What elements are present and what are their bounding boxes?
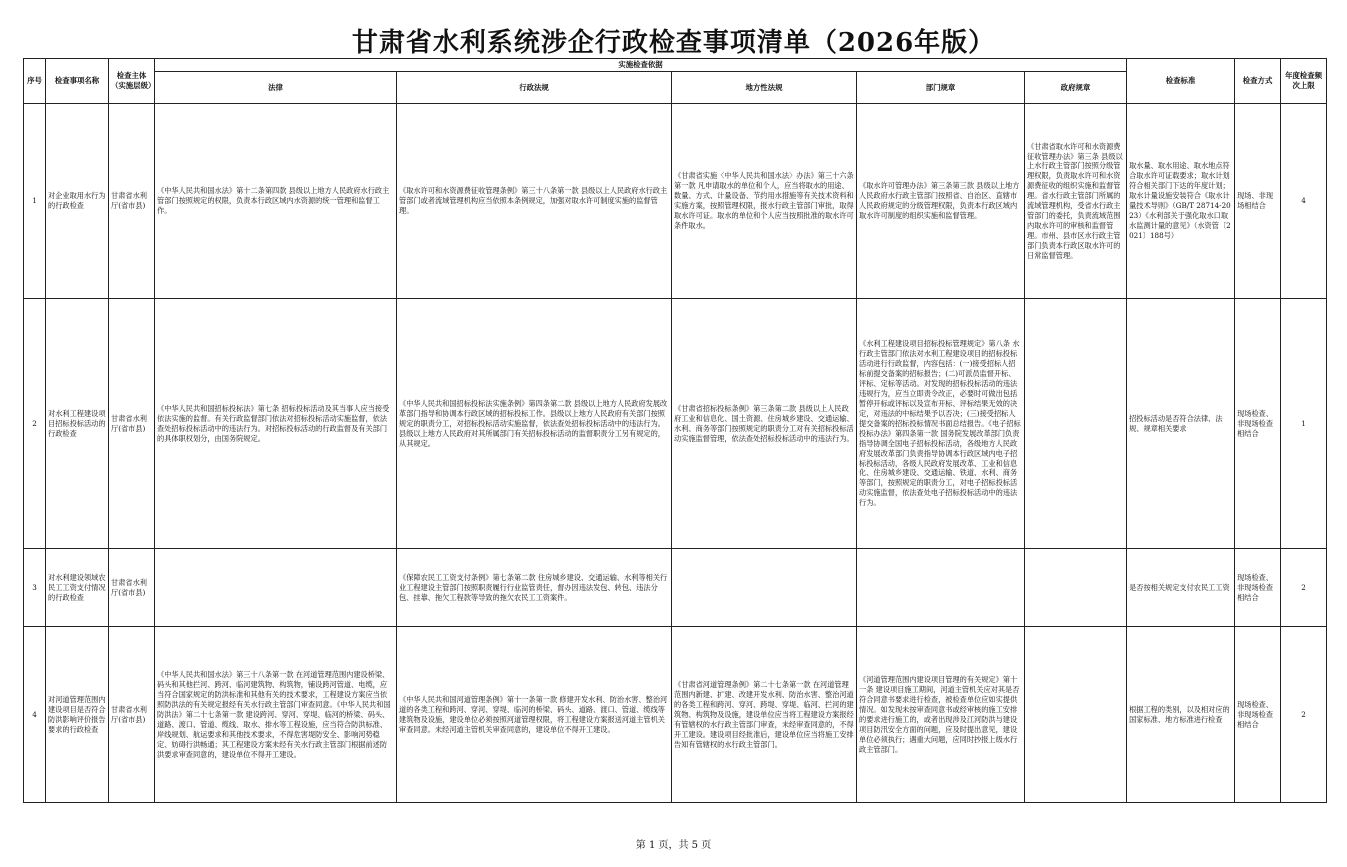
cell-item: 对水利工程建设项目招标投标活动的行政检查: [46, 299, 109, 549]
cell-local-reg: 《甘肃省实施〈中华人民共和国水法〉办法》第三十六条第一款 凡申请取水的单位和个人，应当将取水的用途、数量、方式、计量设备、节约用水措施等有关技术资料和实施方案，按照管理权限，报水行政主管部门审批，取得取水许可证。取水的单位和个人应当按照批准的取水许可条件取水。: [672, 104, 857, 299]
cell-item: 对河道管理范围内建设项目是否符合防洪影响评价报告要求的行政检查: [46, 627, 109, 803]
cell-gov-rule: [1025, 627, 1127, 803]
cell-item: 对水利建设领域农民工工资支付情况的行政检查: [46, 549, 109, 627]
cell-seq: 4: [24, 627, 46, 803]
cell-subject: 甘肃省水利厅(省市县): [109, 299, 155, 549]
cell-subject: 甘肃省水利厅(省市县): [109, 627, 155, 803]
cell-seq: 2: [24, 299, 46, 549]
cell-law: 《中华人民共和国水法》第十二条第四款 县级以上地方人民政府水行政主管部门按照规定的权限，负责本行政区域内水资源的统一管理和监督工作。: [155, 104, 397, 299]
table-row: [24, 549, 1327, 627]
header-gov-rule: 政府规章: [1025, 72, 1127, 104]
inspection-table: [23, 58, 1327, 803]
cell-subject: 甘肃省水利厅(省市县): [109, 104, 155, 299]
header-basis: 实施检查依据: [155, 59, 1127, 72]
cell-dept-rule: 《水利工程建设项目招标投标管理规定》第八条 水行政主管部门依法对水利工程建设项目的招标投标活动进行行政监督，内容包括：(一)接受招标人招标前提交备案的招标报告；(二)可派员监督开标、评标、定标等活动。对发现的招标投标活动的违法违规行为，应当立即责令改正，必要时可做出包括暂停开标或评标以及宣布开标、评标结果无效的决定，对违法的中标结果予以否决；(三)接受招标人提交备案的招标投标情况书面总结报告。《电子招标投标办法》第四条第一款 国务院发展改革部门负责指导协调全国电子招标投标活动，各级地方人民政府发展改革部门负责指导协调本行政区域内电子招标投标活动，各级人民政府发展改革、工业和信息化、住房城乡建设、交通运输、铁道、水利、商务等部门，按照规定的职责分工，对电子招标投标活动实施监督，依法查处电子招标投标活动中的违法行为。: [857, 299, 1025, 549]
cell-freq: 2: [1281, 627, 1327, 803]
cell-subject: 甘肃省水利厅(省市县): [109, 549, 155, 627]
cell-standard: 是否按相关规定支付农民工工资: [1127, 549, 1235, 627]
cell-admin-reg: 《中华人民共和国河道管理条例》第十一条第一款 修建开发水利、防治水害、整治河道的各类工程和跨河、穿河、穿堤、临河的桥梁、码头、道路、渡口、管道、缆线等建筑物及设施，建设单位必须按照河道管理权限，将工程建设方案报送河道主管机关审查同意。未经河道主管机关审查同意的，建设单位不得开工建设。: [397, 627, 672, 803]
cell-admin-reg: 《保障农民工工资支付条例》第七条第二款 住房城乡建设、交通运输、水利等相关行业工程建设主管部门按照职责履行行业监管责任，督办因违法发包、转包、违法分包、挂靠、拖欠工程款等导致的拖欠农民工工资案件。: [397, 549, 672, 627]
cell-gov-rule: 《甘肃省取水许可和水资源费征收管理办法》第三条 县级以上水行政主管部门按照分级管理权限，负责取水许可和水资源费征收的组织实施和监督管理。省水行政主管部门所属的流域管理机构，受省水行政主管部门的委托，负责流域范围内取水许可的审核和监督管理。市州、县市区水行政主管部门负责本行政区取水许可的日常监督管理。: [1025, 104, 1127, 299]
header-local-reg: 地方性法规: [672, 72, 857, 104]
header-seq: 序号: [24, 59, 46, 104]
table-row: [24, 299, 1327, 549]
cell-method: 现场检查、非现场检查相结合: [1235, 549, 1281, 627]
cell-freq: 1: [1281, 299, 1327, 549]
cell-law: 《中华人民共和国招标投标法》第七条 招标投标活动及其当事人应当接受依法实施的监督。有关行政监督部门依法对招标投标活动实施监督，依法查处招标投标活动中的违法行为。对招标投标活动的行政监督及有关部门的具体职权划分，由国务院规定。: [155, 299, 397, 549]
table-row: [24, 627, 1327, 803]
cell-local-reg: 《甘肃省招标投标条例》第三条第二款 县级以上人民政府工业和信息化、国土资源、住房城乡建设、交通运输、水利、商务等部门按照规定的职责分工对有关招标投标活动实施监督管理，依法查处招标投标活动中的违法行为。: [672, 299, 857, 549]
cell-dept-rule: 《取水许可管理办法》第三条第三款 县级以上地方人民政府水行政主管部门按照省、自治区、直辖市人民政府规定的分级管理权限，负责本行政区域内取水许可制度的组织实施和监督管理。: [857, 104, 1025, 299]
cell-freq: 4: [1281, 104, 1327, 299]
cell-gov-rule: [1025, 299, 1127, 549]
cell-method: 现场检查、非现场检查相结合: [1235, 299, 1281, 549]
cell-gov-rule: [1025, 549, 1127, 627]
table-row: [24, 104, 1327, 299]
cell-standard: 招投标活动是否符合法律、法规、规章相关要求: [1127, 299, 1235, 549]
cell-method: 现场、非现场相结合: [1235, 104, 1281, 299]
cell-item: 对企业取用水行为的行政检查: [46, 104, 109, 299]
cell-admin-reg: 《取水许可和水资源费征收管理条例》第三十八条第一款 县级以上人民政府水行政主管部门或者流域管理机构应当依照本条例规定，加强对取水许可制度实施的监督管理。: [397, 104, 672, 299]
cell-dept-rule: [857, 549, 1025, 627]
header-method: 检查方式: [1235, 59, 1281, 104]
cell-method: 现场检查、非现场检查相结合: [1235, 627, 1281, 803]
page-title: 甘肃省水利系统涉企行政检查事项清单（2026年版）: [351, 28, 996, 58]
header-admin-reg: 行政法规: [397, 72, 672, 104]
cell-freq: 2: [1281, 549, 1327, 627]
header-standard: 检查标准: [1127, 59, 1235, 104]
cell-seq: 1: [24, 104, 46, 299]
header-item: 检查事项名称: [46, 59, 109, 104]
cell-admin-reg: 《中华人民共和国招标投标法实施条例》第四条第二款 县级以上地方人民政府发展改革部门指导和协调本行政区域的招标投标工作。县级以上地方人民政府有关部门按照规定的职责分工，对招标投标活动实施监督，依法查处招标投标活动中的违法行为。县级以上地方人民政府对其所属部门有关招标投标活动的监督职责分工另有规定的，从其规定。: [397, 299, 672, 549]
cell-dept-rule: 《河道管理范围内建设项目管理的有关规定》第十一条 建设项目施工期间，河道主管机关应对其是否符合同意书要求进行检查，被检查单位应如实提供情况。如发现未按审查同意书或经审核的施工安排的要求进行施工的，或者出现涉及江河防洪与建设项目防汛安全方面的问题，应及时提出意见，建设单位必须执行；遇重大问题，应同时抄报上级水行政主管部门。: [857, 627, 1025, 803]
cell-law: 《中华人民共和国水法》第三十八条第一款 在河道管理范围内建设桥梁、码头和其他拦河、跨河、临河建筑物、构筑物，铺设跨河管道、电缆，应当符合国家规定的防洪标准和其他有关的技术要求，工程建设方案应当依照防洪法的有关规定报经有关水行政主管部门审查同意。《中华人民共和国防洪法》第二十七条第一款 建设跨河、穿河、穿堤、临河的桥梁、码头、道路、渡口、管道、缆线、取水、排水等工程设施，应当符合防洪标准、岸线规划、航运要求和其他技术要求，不得危害堤防安全、影响河势稳定、妨碍行洪畅通；其工程建设方案未经有关水行政主管部门根据前述防洪要求审查同意的，建设单位不得开工建设。: [155, 627, 397, 803]
cell-standard: 根据工程的类别，以及相对应的国家标准、地方标准进行检查: [1127, 627, 1235, 803]
cell-law: [155, 549, 397, 627]
header-subject: 检查主体（实施层级）: [109, 59, 155, 104]
header-freq: 年度检查频次上限: [1281, 59, 1327, 104]
header-row-1: [24, 59, 1327, 72]
cell-local-reg: 《甘肃省河道管理条例》第二十七条第一款 在河道管理范围内新建、扩建、改建开发水利、防治水害、整治河道的各类工程和跨河、穿河、跨堤、穿堤、临河、拦河的建筑物、构筑物及设施，建设单位应当将工程建设方案报经有管辖权的水行政主管部门审查，未经审查同意的，不得开工建设。建设项目经批准后，建设单位应当将施工安排告知有管辖权的水行政主管部门。: [672, 627, 857, 803]
cell-seq: 3: [24, 549, 46, 627]
cell-standard: 取水量、取水用途、取水地点符合取水许可证载要求；取水计划符合相关部门下达的年度计划；取水计量设施安装符合《取水计量技术导则》（GB/T 28714-2023）《水利部关于强化取水口取水监测计量的意见》（水资管〔2021〕188号）: [1127, 104, 1235, 299]
cell-local-reg: [672, 549, 857, 627]
page-number: 第 1 页，共 5 页: [635, 840, 712, 851]
header-dept-rule: 部门规章: [857, 72, 1025, 104]
header-law: 法律: [155, 72, 397, 104]
